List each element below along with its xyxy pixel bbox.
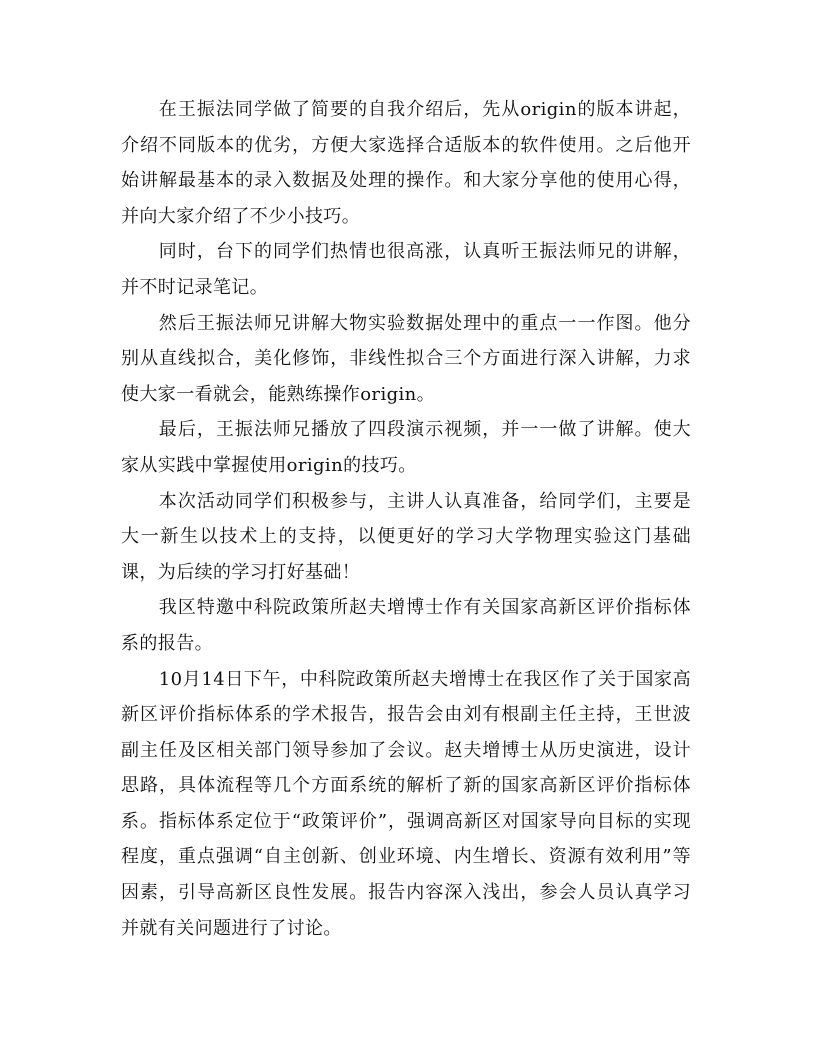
paragraph-report-announcement: 我区特邀中科院政策所赵夫增博士作有关国家高新区评价指标体系的报告。 — [121, 597, 691, 654]
paragraph-videos: 最后，王振法师兄播放了四段演示视频，并一一做了讲解。使大家从实践中掌握使用origin的技巧。 — [121, 419, 691, 476]
paragraph-audience: 同时，台下的同学们热情也很高涨，认真听王振法师兄的讲解，并不时记录笔记。 — [121, 241, 691, 298]
paragraph-report-details: 10月14日下午，中科院政策所赵夫增博士在我区作了关于国家高新区评价指标体系的学术报告，报告会由刘有根副主任主持，王世波副主任及区相关部门领导参加了会议。赵夫增博士从历史演进，设计思路，具体流程等几个方面系统的解析了新的国家高新区评价指标体系。指标体系定位于“政策评价”，强调高新区对国家导向目标的实现程度，重点强调“自主创新、创业环境、内生增长、资源有效利用”等因素，引导高新区良性发展。报告内容深入浅出，参会人员认真学习并就有关问题进行了讨论。 — [121, 668, 691, 939]
document-body — [121, 92, 691, 946]
paragraph-origin-intro: 在王振法同学做了简要的自我介绍后，先从origin的版本讲起，介绍不同版本的优劣，方便大家选择合适版本的软件使用。之后他开始讲解最基本的录入数据及处理的操作。和大家分享他的使用心得，并向大家介绍了不少小技巧。 — [121, 99, 691, 227]
paragraph-summary: 本次活动同学们积极参与，主讲人认真准备，给同学们，主要是大一新生以技术上的支持，以便更好的学习大学物理实验这门基础课，为后续的学习打好基础！ — [121, 490, 691, 583]
paragraph-plotting: 然后王振法师兄讲解大物实验数据处理中的重点一一作图。他分别从直线拟合，美化修饰，非线性拟合三个方面进行深入讲解，力求使大家一看就会，能熟练操作origin。 — [121, 312, 691, 405]
